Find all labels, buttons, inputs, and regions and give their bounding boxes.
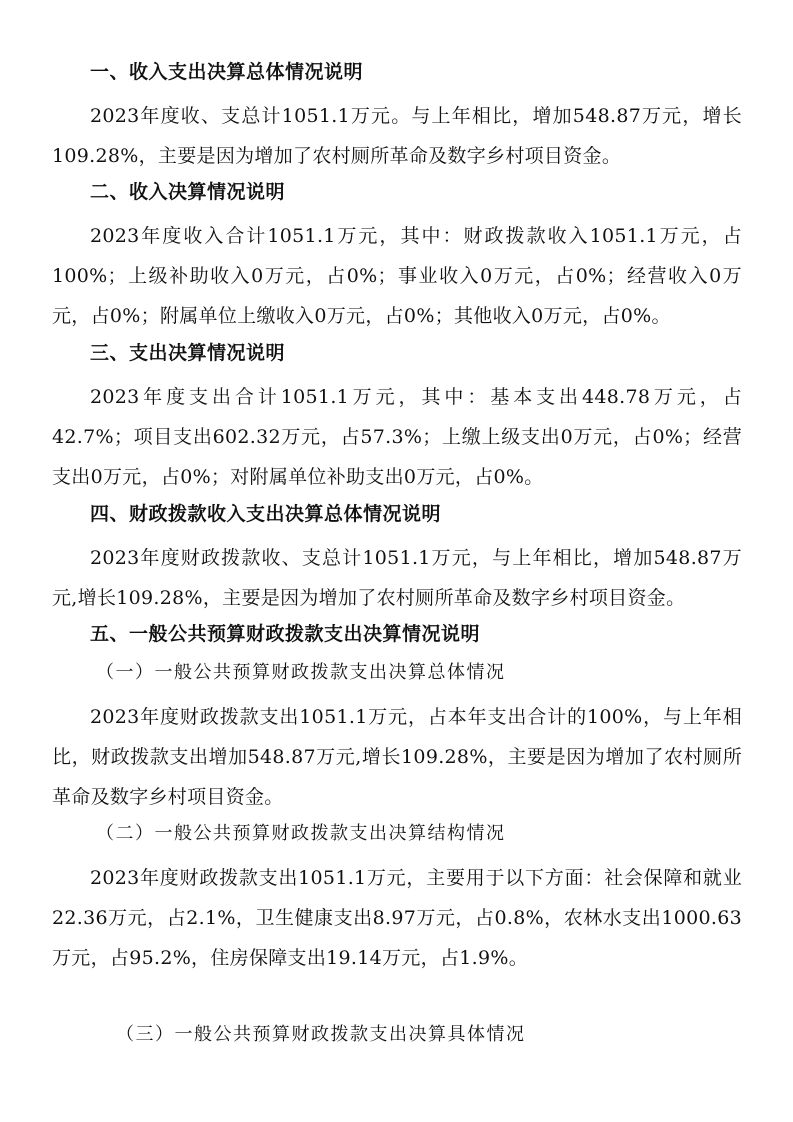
section-2-heading: 二、收入决算情况说明: [90, 181, 286, 203]
section-5-heading: 五、一般公共预算财政拨款支出决算情况说明: [90, 623, 481, 645]
section-1-heading: 一、收入支出决算总体情况说明: [90, 61, 364, 83]
subsection-1-paragraph: 2023年度财政拨款支出1051.1万元，占本年支出合计的100%，与上年相比，财政拨款支出增加548.87万元,增长109.28%，主要是因为增加了农村厕所革命及数字乡村项目资金。: [52, 706, 742, 808]
section-4-heading: 四、财政拨款收入支出决算总体情况说明: [90, 503, 442, 525]
subsection-2-paragraph: 2023年度财政拨款支出1051.1万元，主要用于以下方面：社会保障和就业22.36万元，占2.1%，卫生健康支出8.97万元，占0.8%，农林水支出1000.63万元，占95.2%，住房保障支出19.14万元，占1.9%。: [52, 867, 742, 969]
subsection-1-heading: （一）一般公共预算财政拨款支出决算总体情况: [96, 662, 506, 683]
section-3-paragraph: 2023年度支出合计1051.1万元，其中：基本支出448.78万元，占42.7%；项目支出602.32万元，占57.3%；上缴上级支出0万元，占0%；经营支出0万元，占0%；对附属单位补助支出0万元，占0%。: [52, 386, 742, 488]
subsection-3-heading: （三）一般公共预算财政拨款支出决算具体情况: [116, 1024, 526, 1045]
section-3-heading: 三、支出决算情况说明: [90, 342, 286, 364]
subsection-2-heading: （二）一般公共预算财政拨款支出决算结构情况: [96, 823, 506, 844]
section-2-paragraph: 2023年度收入合计1051.1万元，其中：财政拨款收入1051.1万元，占100%；上级补助收入0万元，占0%；事业收入0万元，占0%；经营收入0万元，占0%；附属单位上缴收入0万元，占0%；其他收入0万元，占0%。: [52, 225, 742, 327]
section-4-paragraph: 2023年度财政拨款收、支总计1051.1万元，与上年相比，增加548.87万元,增长109.28%，主要是因为增加了农村厕所革命及数字乡村项目资金。: [52, 547, 742, 609]
section-1-paragraph: 2023年度收、支总计1051.1万元。与上年相比，增加548.87万元，增长109.28%，主要是因为增加了农村厕所革命及数字乡村项目资金。: [52, 105, 742, 167]
